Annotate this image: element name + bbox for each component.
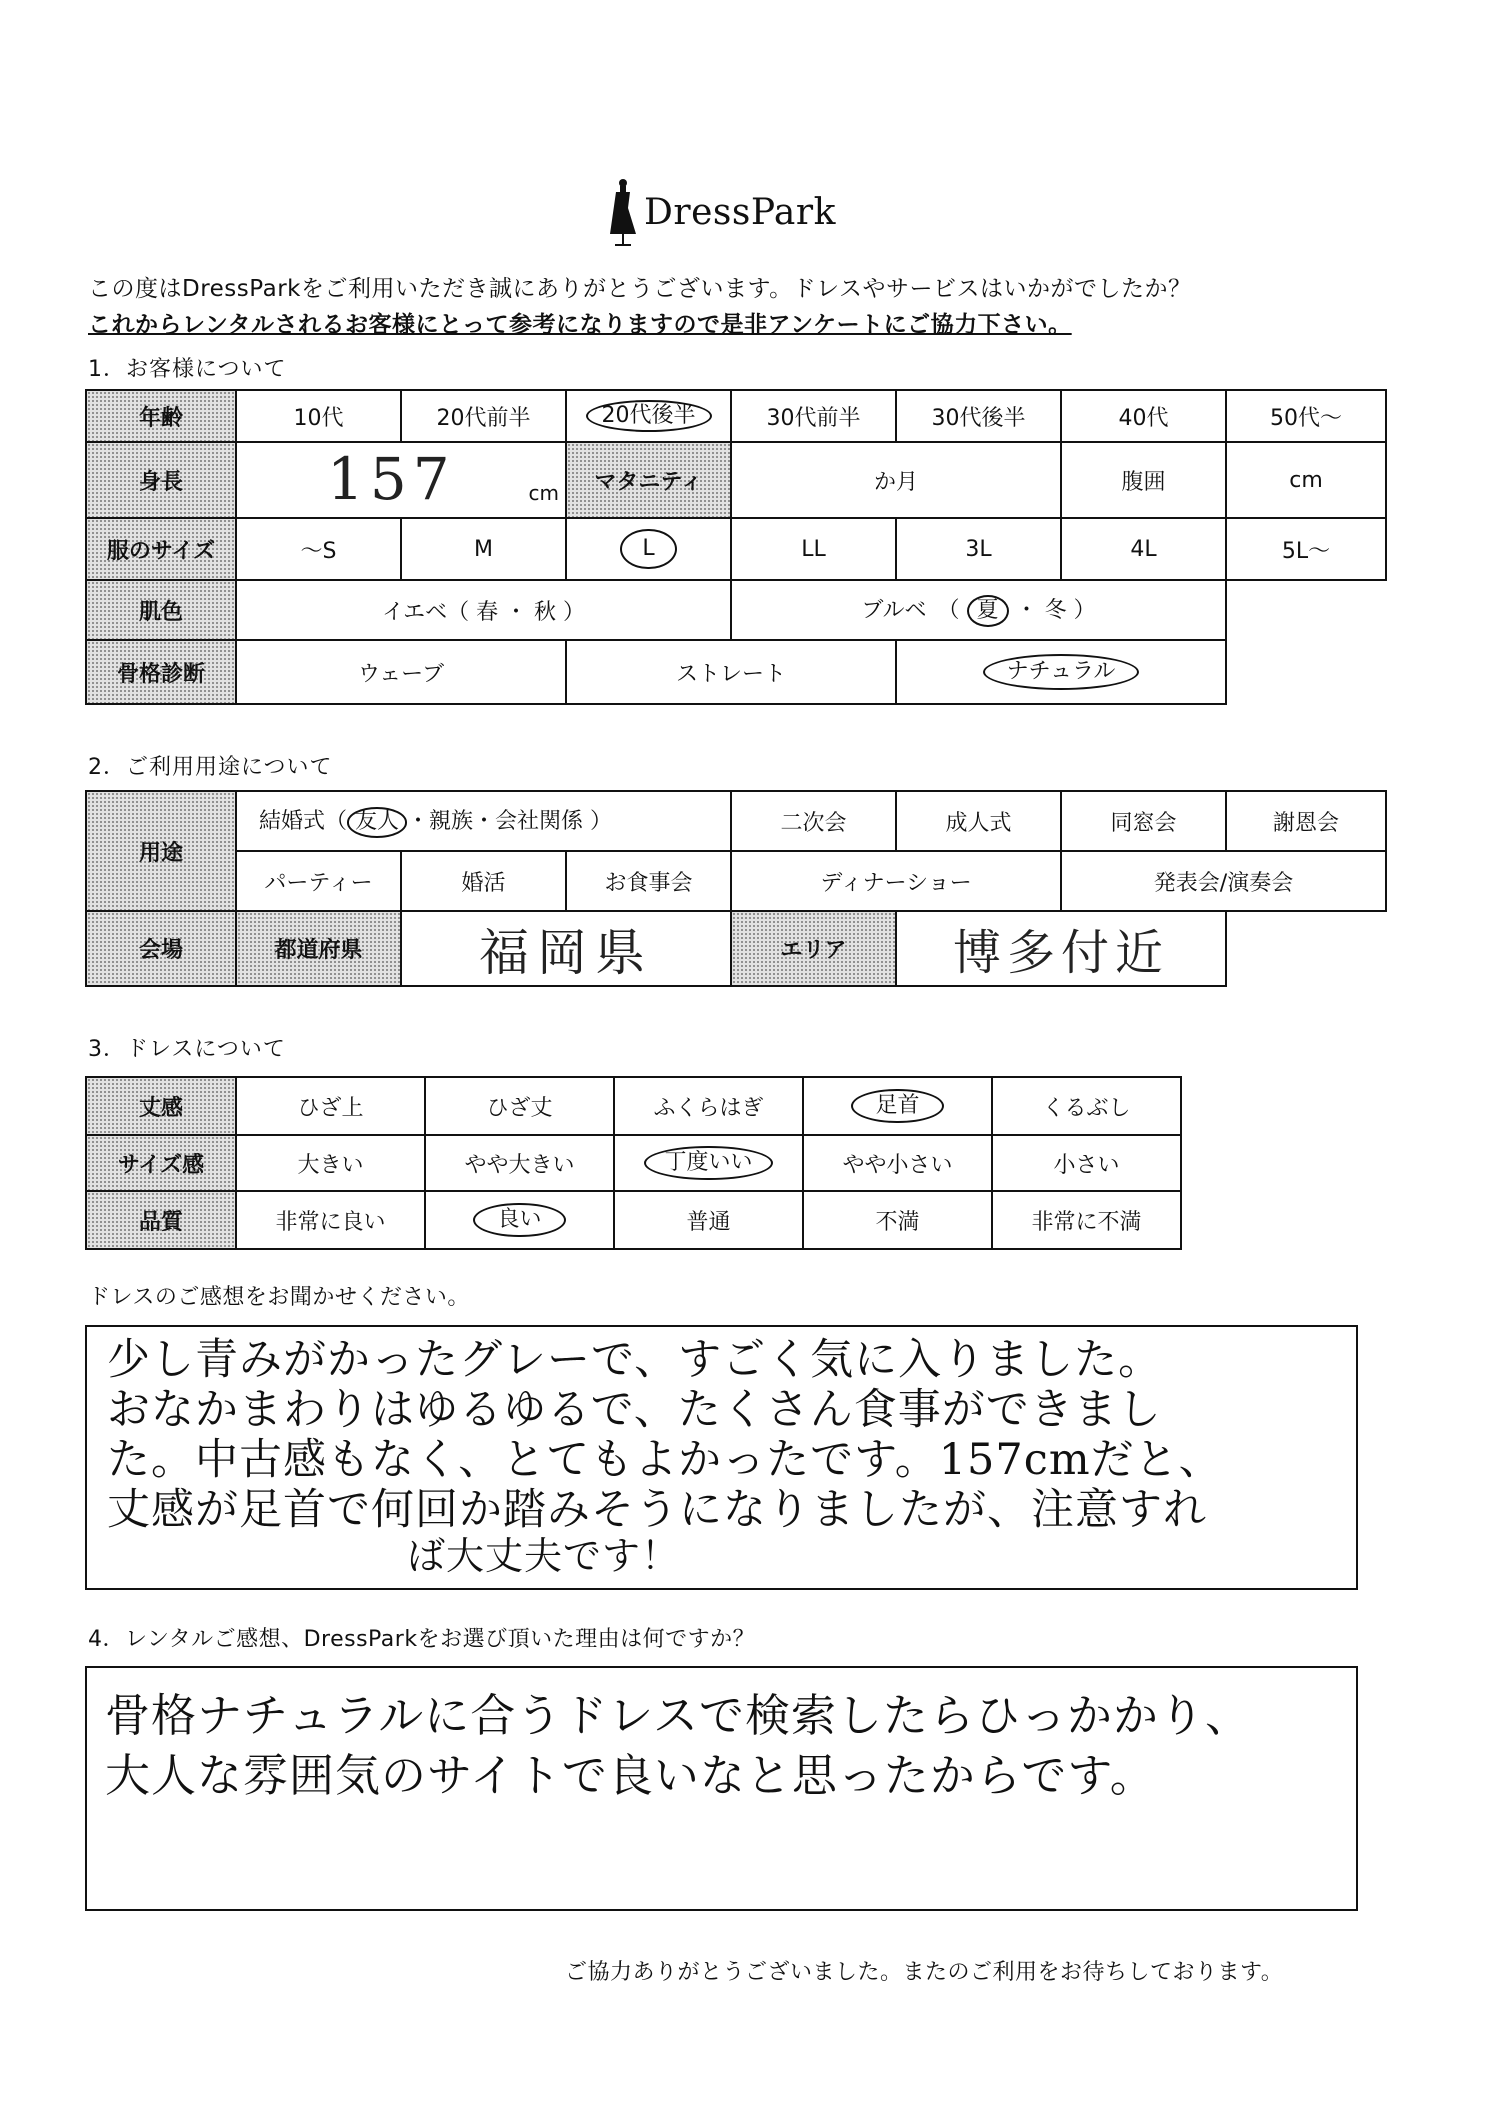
height-label: 身長 [86, 442, 236, 518]
length-option[interactable]: ひざ上 [236, 1077, 425, 1135]
maternity-label: マタニティ [566, 442, 731, 518]
venue-label: 会場 [86, 911, 236, 986]
height-field[interactable] [236, 442, 566, 518]
waist-label: 腹囲 [1061, 442, 1226, 518]
usage-option[interactable]: パーティー [236, 851, 401, 911]
size-option[interactable]: ～S [236, 518, 401, 580]
usage-label: 用途 [86, 791, 236, 911]
quality-row [86, 1191, 1181, 1249]
blue-base-label: ブルベ [861, 597, 927, 623]
size-row [86, 518, 1386, 580]
age-option[interactable]: 40代 [1061, 390, 1226, 442]
bone-label: 骨格診断 [86, 640, 236, 704]
maternity-months-field[interactable] [731, 442, 1061, 518]
feedback-line: 少し青みがかったグレーで、すごく気に入りました。 [107, 1335, 1163, 1385]
usage-option[interactable]: 同窓会 [1061, 791, 1226, 851]
brand-name: DressPark [644, 192, 836, 233]
feedback-prompt: ドレスのご感想をお聞かせください。 [88, 1285, 470, 1310]
selection-circle: 良い [473, 1203, 565, 1237]
blue-base-option[interactable]: ブルベ （ 夏 ・ 冬 ） [731, 580, 1226, 640]
waist-unit: cm [1289, 467, 1323, 493]
fit-label: サイズ感 [86, 1135, 236, 1191]
size-option[interactable]: LL [731, 518, 896, 580]
fit-option-selected[interactable] [614, 1135, 803, 1191]
section4-title: 4．レンタルご感想、DressParkをお選び頂いた理由は何ですか？ [88, 1627, 756, 1652]
dress-mannequin-icon [606, 178, 640, 248]
length-option[interactable]: くるぶし [992, 1077, 1181, 1135]
usage-option[interactable]: 謝恩会 [1226, 791, 1386, 851]
height-unit: cm [528, 481, 559, 505]
length-option-selected[interactable] [803, 1077, 992, 1135]
selection-circle: 夏 [967, 595, 1009, 627]
selection-circle: 20代後半 [586, 400, 712, 432]
fit-option[interactable]: 小さい [992, 1135, 1181, 1191]
height-row [86, 442, 1386, 518]
prefecture-field[interactable] [401, 911, 731, 986]
age-option[interactable]: 30代前半 [731, 390, 896, 442]
quality-option[interactable]: 非常に良い [236, 1191, 425, 1249]
length-row [86, 1077, 1181, 1135]
closing-message: ご協力ありがとうございました。またのご利用をお待ちしております。 [565, 1960, 1284, 1985]
months-unit: か月 [873, 469, 918, 495]
age-option-selected[interactable] [566, 390, 731, 442]
fit-option[interactable]: やや大きい [425, 1135, 614, 1191]
quality-option[interactable]: 非常に不満 [992, 1191, 1181, 1249]
section2-title: 2．ご利用用途について [88, 755, 333, 780]
area-field[interactable] [896, 911, 1226, 986]
wedding-option[interactable] [236, 791, 731, 851]
wedding-suffix: ・親族・会社関係 ） [407, 809, 613, 835]
usage-option[interactable]: 二次会 [731, 791, 896, 851]
feedback-line: おなかまわりはゆるゆるで、たくさん食事ができまし [107, 1385, 1162, 1435]
quality-option[interactable]: 不満 [803, 1191, 992, 1249]
size-option[interactable]: 5L～ [1226, 518, 1386, 580]
height-value: 157 [327, 445, 456, 513]
size-option-selected[interactable] [566, 518, 731, 580]
customer-info-table [85, 389, 1387, 705]
bone-option[interactable]: ストレート [566, 640, 896, 704]
empty-cell [1226, 640, 1386, 704]
skin-label: 肌色 [86, 580, 236, 640]
section1-title: 1．お客様について [88, 357, 287, 382]
size-option[interactable]: 4L [1061, 518, 1226, 580]
bone-row [86, 640, 1386, 704]
fit-option[interactable]: やや小さい [803, 1135, 992, 1191]
winter-option: 冬 [1044, 597, 1067, 623]
waist-field[interactable] [1226, 442, 1386, 518]
feedback-line: ば大丈夫です！ [407, 1534, 681, 1578]
intro-text: この度はDressParkをご利用いただき誠にありがとうございます。ドレスやサービスはいかがでしたか？ [88, 276, 1192, 302]
feedback-line: 丈感が足首で何回か踏みそうになりましたが、注意すれ [107, 1485, 1207, 1535]
usage-row-1 [86, 791, 1386, 851]
fit-option[interactable]: 大きい [236, 1135, 425, 1191]
selection-circle: ナチュラル [983, 654, 1140, 690]
selection-circle: 丁度いい [644, 1146, 772, 1180]
age-option[interactable]: 20代前半 [401, 390, 566, 442]
quality-option-selected[interactable] [425, 1191, 614, 1249]
area-value: 博多付近 [953, 925, 1170, 981]
prefecture-label: 都道府県 [236, 911, 401, 986]
dress-feedback-box[interactable] [85, 1325, 1358, 1590]
wedding-prefix: 結婚式（ [259, 809, 348, 835]
age-option[interactable]: 50代～ [1226, 390, 1386, 442]
selection-circle: L [620, 529, 676, 569]
selection-circle: 足首 [851, 1089, 943, 1123]
quality-label: 品質 [86, 1191, 236, 1249]
empty-cell [1226, 911, 1386, 986]
age-label: 年齢 [86, 390, 236, 442]
length-option[interactable]: ふくらはぎ [614, 1077, 803, 1135]
age-option[interactable]: 10代 [236, 390, 401, 442]
usage-row-2 [86, 851, 1386, 911]
prefecture-value: 福岡県 [479, 923, 653, 982]
answer-line: 骨格ナチュラルに合うドレスで検索したらひっかかり、 [105, 1689, 1251, 1742]
feedback-line: た。中古感もなく、とてもよかったです。157cmだと、 [107, 1435, 1223, 1485]
bone-option-selected[interactable] [896, 640, 1226, 704]
dress-table [85, 1076, 1182, 1250]
area-label: エリア [731, 911, 896, 986]
usage-option[interactable]: ディナーショー [731, 851, 1061, 911]
length-option[interactable]: ひざ丈 [425, 1077, 614, 1135]
length-label: 丈感 [86, 1077, 236, 1135]
answer-line: 大人な雰囲気のサイトで良いなと思ったからです。 [105, 1749, 1156, 1802]
intro-request: これからレンタルされるお客様にとって参考になりますので是非アンケートにご協力下さい。 [88, 312, 1072, 338]
fit-row [86, 1135, 1181, 1191]
usage-option[interactable]: 婚活 [401, 851, 566, 911]
size-option[interactable]: M [401, 518, 566, 580]
empty-cell [1226, 580, 1386, 640]
usage-option[interactable]: お食事会 [566, 851, 731, 911]
size-option[interactable]: 3L [896, 518, 1061, 580]
yellow-base-option[interactable]: イエベ（ 春 ・ 秋 ） [236, 580, 731, 640]
brand-logo [600, 178, 900, 248]
age-row [86, 390, 1386, 442]
usage-option[interactable]: 発表会/演奏会 [1061, 851, 1386, 911]
selection-circle: 友人 [347, 807, 407, 837]
usage-table [85, 790, 1387, 987]
usage-option[interactable]: 成人式 [896, 791, 1061, 851]
venue-row [86, 911, 1386, 986]
age-option[interactable]: 30代後半 [896, 390, 1061, 442]
size-label: 服のサイズ [86, 518, 236, 580]
reason-answer-box[interactable] [85, 1666, 1358, 1911]
quality-option[interactable]: 普通 [614, 1191, 803, 1249]
bone-option[interactable]: ウェーブ [236, 640, 566, 704]
skin-row [86, 580, 1386, 640]
section3-title: 3．ドレスについて [88, 1037, 286, 1062]
